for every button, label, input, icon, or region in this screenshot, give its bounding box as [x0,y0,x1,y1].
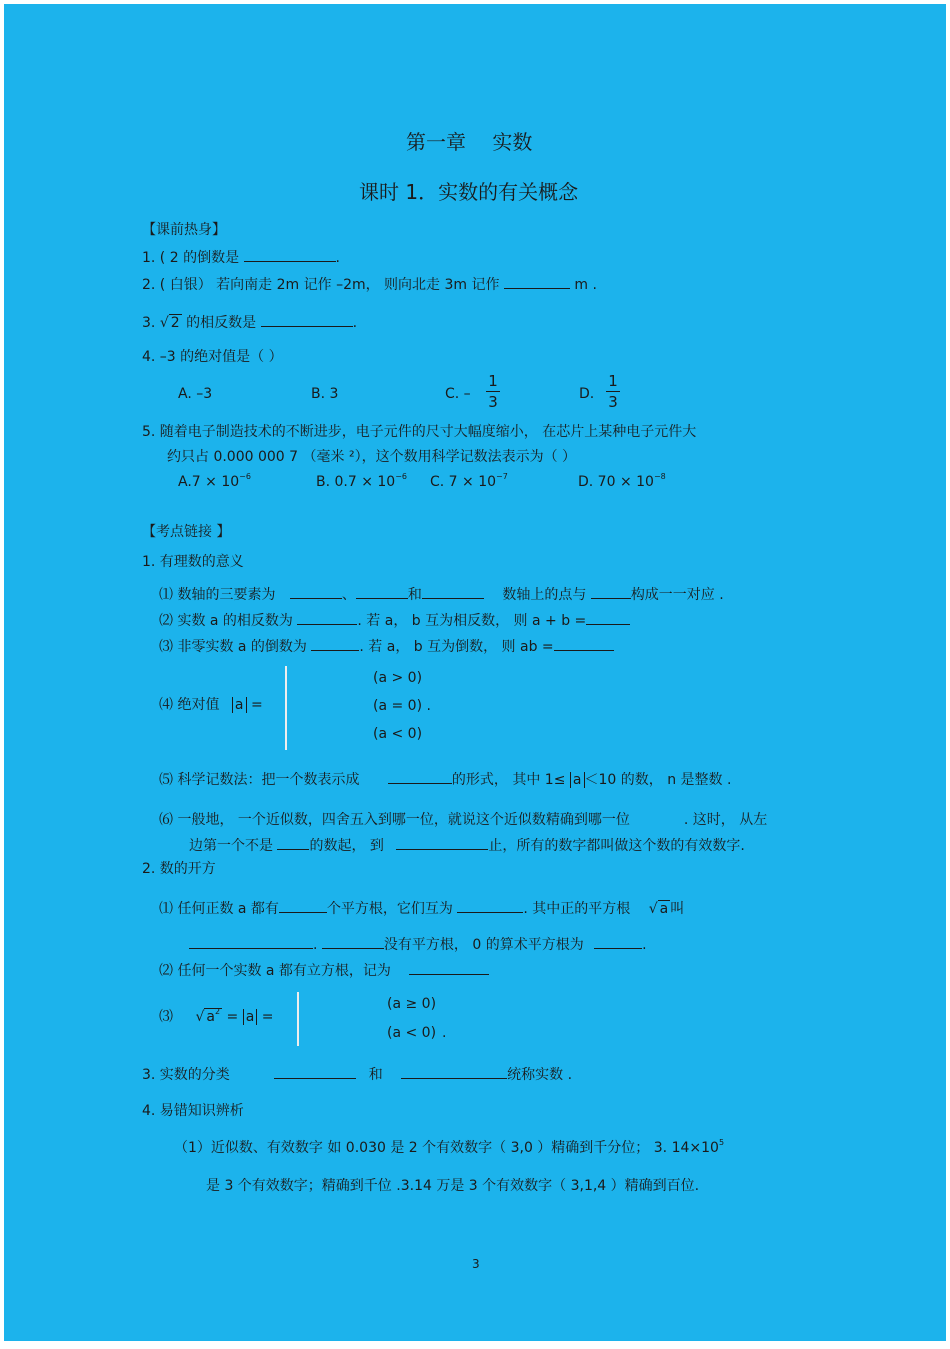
q4-option-b: B. 3 [311,386,339,402]
item-2-1-line1: ⑴ 任何正数 a 都有 个平方根，它们互为 . 其中正的平方根 √ a 叫 [159,898,684,919]
q4: 4. –3 的绝对值是（ ） [142,349,283,365]
abs-case-2: (a = 0) . [373,698,431,714]
page-number: 3 [472,1257,480,1271]
item-2-3: ⑶ √ $a^2 = a$ = [159,1007,273,1029]
q3: 3. √ 2 的相反数是 . [142,312,357,333]
item-1-4: ⑷ 绝对值 a = [159,697,263,713]
section-3: 3. 实数的分类 和 统称实数 . [142,1064,572,1085]
abs-case-3: (a < 0) [373,726,423,742]
item-4-1-line1: （1）近似数、有效数字 如 0.030 是 2 个有效数字（ 3,0 ）精确到千分位； 3. $14\times 10^5$ [174,1138,725,1156]
item-1-6-line1: ⑹ 一般地， 一个近似数，四舍五入到哪一位，就说这个近似数精确到哪一位 . 这时， 从左 [159,812,768,828]
q2: 2. ( 白银） 若向南走 2m 记作 –2m， 则向北走 3m 记作 m . [142,274,597,295]
q5-option-d: D. $70 \times 10^{-8}$ [578,472,666,490]
item-2-2: ⑵ 任何一个实数 a 都有立方根，记为 [159,960,489,981]
sqrt-symbol: √ a [648,901,669,917]
q5-option-c: C. $7 \times 10^{-7}$ [430,472,508,490]
section-4-title: 4. 易错知识辨析 [142,1103,244,1119]
item-1-3: ⑶ 非零实数 a 的倒数为 . 若 a， b 互为倒数， 则 ab = [159,636,614,657]
item-1-5: ⑸ 科学记数法：把一个数表示成 的形式， 其中 1≤ a ＜10 的数， n 是整数 . [159,769,731,790]
item-4-1-line2: 是 3 个有效数字；精确到千位 .3.14 万是 3 个有效数字（ 3,1,4 ）精确到百位. [206,1178,700,1194]
section-1-title: 1. 有理数的意义 [142,554,244,570]
left-brace [279,666,293,750]
sqrt-symbol: √ $a^2$ [195,1007,221,1025]
q5-line2: 约只占 0.000 000 7 （毫米 ²），这个数用科学记数法表示为（ ） [167,449,577,465]
q4-option-a: A. –3 [178,386,213,402]
lesson-title: 课时 1．实数的有关概念 [359,180,579,204]
fraction-c: 1 3 [486,372,500,411]
q4-option-d: D. [579,386,595,402]
item-1-6-line2: 边第一个不是 的数起， 到 止，所有的数字都叫做这个数的有效数字. [189,835,745,856]
item-2-1-line2: . 没有平方根， 0 的算术平方根为 . [189,934,647,955]
warmup-heading: 【课前热身】 [142,222,226,238]
sqrt-symbol: √ 2 [159,315,180,331]
q4-option-c: C. – [445,386,471,402]
item-1-1: ⑴ 数轴的三要素为 、 和 数轴上的点与 构成一一对应 . [159,584,724,605]
fraction-d: 1 3 [606,372,620,411]
section-2-title: 2. 数的开方 [142,861,216,877]
left-brace [291,992,305,1046]
abs-case-1: (a > 0) [373,670,423,686]
q5-option-b: B. $0.7 \times 10^{-6}$ [316,472,408,490]
points-heading: 【考点链接 】 [142,524,231,540]
chapter-title: 第一章 实数 [406,130,533,154]
q5-option-a: $A.7 \times 10^{-6}$ [178,472,251,490]
sqrt-case-2: (a < 0) . [387,1025,447,1041]
q5-options [178,472,251,494]
q1: 1. ( 2 的倒数是 . [142,247,340,268]
q5-line1: 5. 随着电子制造技术的不断进步，电子元件的尺寸大幅度缩小， 在芯片上某种电子元件大 [142,424,697,440]
sqrt-case-1: (a ≥ 0) [387,996,437,1012]
document-page [4,4,946,1341]
item-1-2: ⑵ 实数 a 的相反数为 . 若 a， b 互为相反数， 则 a + b = [159,610,630,631]
